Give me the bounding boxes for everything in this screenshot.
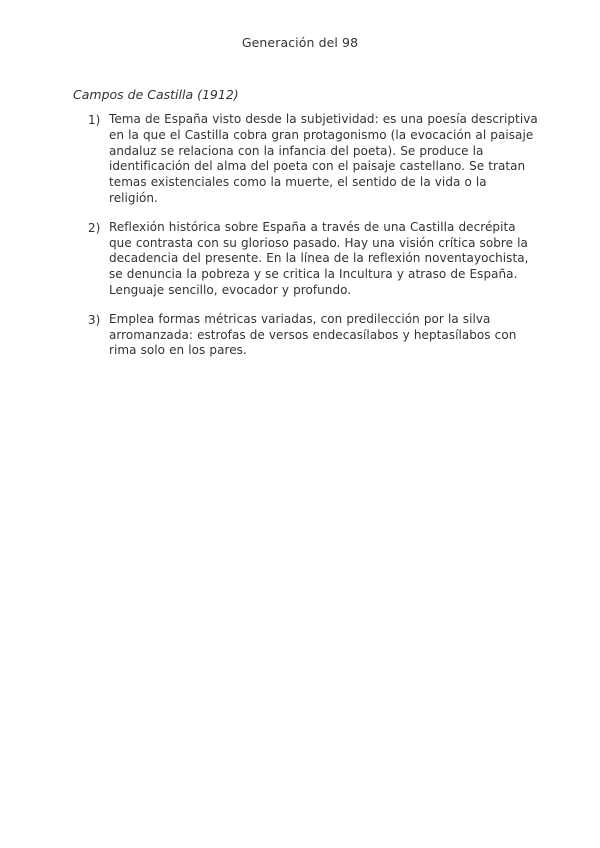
list-item-text: Tema de España visto desde la subjetividad: es una poesía descriptiva en la que el Castilla cobra gran protagonismo (la evocación al paisaje andaluz se relaciona con la infancia del poeta). Se produce la identificación del alma del poeta con el paisaje castellano. Se tratan temas existenciales como la muerte, el sentido de la vida o la religión. [109,112,538,205]
list-item-text: Reflexión histórica sobre España a través de una Castilla decrépita que contrasta con su glorioso pasado. Hay una visión crítica sobre la decadencia del presente. En la línea de la reflexión noventayochista, se denuncia la pobreza y se critica la Incultura y atraso de España. Lenguaje sencillo, evocador y profundo. [109,219,529,297]
list-item-number: 3) [88,312,101,327]
page-header-title: Generación del 98 [241,35,359,50]
list-item [88,112,538,207]
list-item [88,312,538,359]
list-item-number: 2) [88,220,101,235]
list-item [88,220,538,299]
section-title: Campos de Castilla (1912) [73,87,239,102]
numbered-list [88,112,538,372]
list-item-number: 1) [88,113,101,127]
list-item-text: Emplea formas métricas variadas, con predilección por la silva arromanzada: estrofas de versos endecasílabos y heptasílabos con rima solo en los pares. [109,311,517,358]
